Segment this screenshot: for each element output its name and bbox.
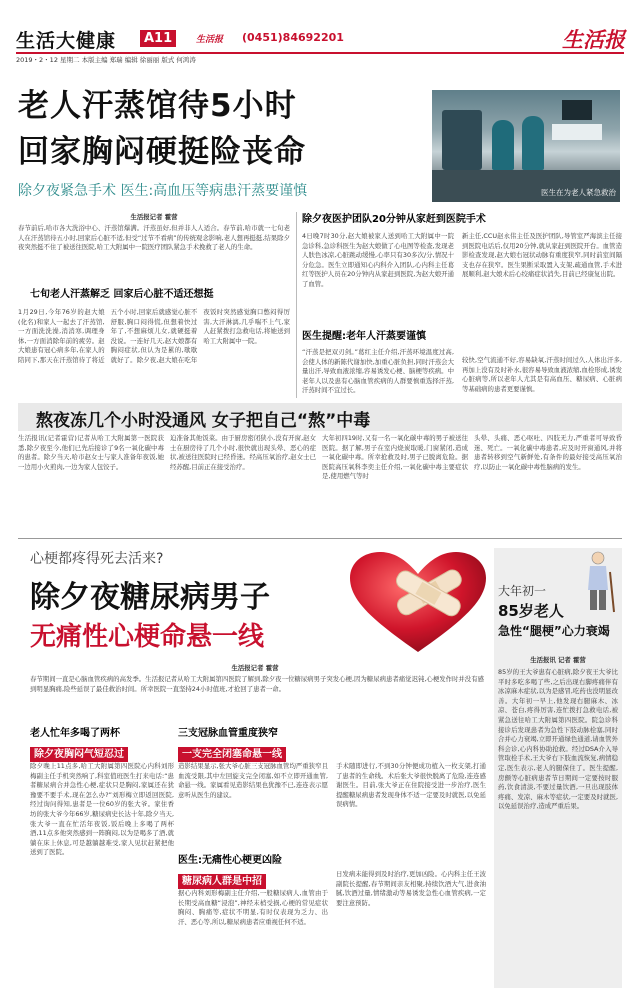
column-divider xyxy=(296,212,297,398)
story3-subheading-2b: 一支完全闭塞命悬一线 xyxy=(178,742,286,762)
story3-body-2: 造影结果显示,张大爷心脏三支冠脉血管均严重狭窄且血流受限,其中左回旋支完全闭塞,如不立即开通血管,命悬一线。家属看见造影结果也犹豫不已,连连表示愿意听从医生的建议。 xyxy=(178,762,328,799)
story3-headline-line2: 无痛性心梗命悬一线 xyxy=(30,622,265,652)
section-rule xyxy=(18,538,622,539)
story1-body-5: 新主任,CCU赵永伟主任及医护团队,导管室严海滨主任接到医院电话后,仅用20分钟,就从家赶到医院开台。血管造影检查发现,赵大娘右冠状动脉有重度狭窄,同时前室间隔支也存在狭窄。医生果断采取置入支架,疏通血管,手术进展顺利,赵大娘术后心绞痛症状消失,目前已经康复出院。 xyxy=(462,232,622,279)
story1-headline-line1: 老人汗蒸馆待5小时 xyxy=(18,88,297,124)
page-number: A11 xyxy=(140,30,176,47)
story4-body: 85岁的王大爷患有心脏病,除夕夜王大爷比平时多吃多喝了些,之后出现右脚疼痛伴有冰凉麻木症状,以为是感冒,吃药也没明显改善。大年初一早上,他发现右腿麻木、冰凉、苍白,疼得厉害,连忙拨打急救电话,被紧急送往哈工大附属第四医院。院急诊科接诊后发现患者为急性下肢动脉栓塞,同时合并心力衰竭,立即开通绿色通道,请血管外科会诊,心内科协助抢救。经过DSA介入导管取栓手术,王大爷右下肢血流恢复,病情稳定,医生表示,老人的腿保住了。医生提醒,房颤等心脏病患者节日期间一定要按时服药,饮食清淡,不要过量饮酒,一旦出现肢体疼痛、发凉、麻木等症状,一定要及时就医,以免延误治疗,造成严重后果。 xyxy=(498,668,618,811)
story4-headline-line1: 85岁老人 xyxy=(498,602,564,620)
story4-kicker: 大年初一 xyxy=(498,584,547,598)
story3-subheading-3a: 医生:无痛性心梗更凶险 xyxy=(178,855,282,866)
header-rule xyxy=(16,52,624,54)
issue-meta: 2019・2・12 星期二 本版主编 郑瑞 编辑 徐丽丽 版式 何鸿涛 xyxy=(16,56,196,64)
story2-headline: 熬夜冻几个小时没通风 女子把自己“熬”中毒 xyxy=(36,411,371,431)
story3-subheading-3b: 糖尿病人群是中招 xyxy=(178,869,266,889)
story2-col1: 生活报讯(记者霍营)记者从哈工大附属第一医院获悉,除夕夜至今,他们已先后接诊了9名一氧化碳中毒的患者。除夕当天,哈市赵女士与家人准备年夜饭,她一边用小火煎肉,一边为家人包饺子。 xyxy=(18,434,164,471)
hotline-phone: (0451)84692201 xyxy=(242,31,344,44)
story1-body-2: 4日晚7时30分,赵大娘被家人送到哈工大附属中一院急诊科,急诊科医生为赵大娘做了心电图等检查,发现老人肤色冰凉,心脏跳动缓慢,心率只有30多次/分,情况十分危急。医生立即通知心内科介入团队,心内科主任葛红等医护人员在20分钟内从家赶到医院,为赵大娘开通了血管。 xyxy=(302,232,454,288)
story3-body-3: 据心内科刘形梅副主任介绍,一般糖尿病人,血管由于长期受高血糖“浸泡”,神经末梢受损,心梗的常见症状胸闷、胸痛等,症状不明显,有时仅表现为乏力、出汗、恶心等,所以,糖尿病患者应重视任何不适。 xyxy=(178,889,328,926)
story1-photo xyxy=(432,90,620,202)
story3-intro: 春节期间一直是心脑血管疾病的高发季。生活报记者从哈工大附属第四医院了解到,除夕夜一位糖尿病男子突发心梗,因为糖尿病患者痛觉迟钝,心梗发作时并没有感到明显胸痛,险些延误了最佳救治时间。所幸医院一直坚持24小时值班,才抢回了患者一命。 xyxy=(30,675,484,693)
story3-body-5: 日发病未能得到及时治疗,更加凶险。心内科主任王波副院长提醒,春节期间亲友相聚,持续饮酒大气,进食油腻,饮酒过量,情绪激动等易诱发急性心血管疾病,一定要注意预防。 xyxy=(336,870,486,907)
story3-subheading-1b: 除夕夜胸闷气短忍过 xyxy=(30,742,128,762)
story1-byline: 生活报记者 霍营 xyxy=(130,213,178,221)
story2-col3: 大年初四19时,又有一名一氧化碳中毒的男子被送往医院。据了解,男子在室内烧炭取暖,门窗紧闭,造成一氧化碳中毒。所幸抢救及时,男子已脱离危险。据医院高压氧科李奕主任介绍,一氧化碳中毒主要症状是,使用燃气等时 xyxy=(322,434,468,481)
story3-body-1: 除夕晚上11点多,哈工大附属第四医院心内科刘形梅副主任手机突然响了,科室值班医生打来电话:“患者糖尿病合并急性心梗,症状只是胸闷,家属还在犹豫要不要手术,现在怎么办?”刘形梅立即返回医院,经过询问得知,患者是一位60岁的张大爷。家住香坊的张大爷今年66岁,糖尿病史长达十年,除夕当天,张大爷一直在忙活年夜饭,饭后晚上多喝了两杯酒,11点多他突然感到一阵胸闷,以为是喝多了酒,就躺在床上休息,可是越躺越难受,家人见状赶紧把他送到了医院。 xyxy=(30,762,174,857)
heart-bandage-illustration xyxy=(342,548,494,658)
story1-body-6: 较快,空气流通不好,容易缺氧,汗蒸时间过久,人体出汗多,再加上没有及时补水,很容易导致血液浓缩,血栓形成,诱发心脏病等,所以老年人尤其是有高血压、糖尿病、心脏病等基础病的患者更要谨慎。 xyxy=(462,356,622,393)
story1-subheading-3: 医生提醒:老年人汗蒸要谨慎 xyxy=(302,331,426,342)
story1-photo-caption: 医生在为老人紧急救治 xyxy=(541,188,616,197)
elderly-person-illustration xyxy=(580,550,620,614)
masthead-logo: 生活报 xyxy=(562,27,625,52)
story3-kicker: 心梗都疼得死去活来? xyxy=(30,551,164,567)
page-header xyxy=(0,0,640,62)
story1-subheading-2: 除夕夜医护团队20分钟从家赶到医院手术 xyxy=(302,214,486,225)
story2-col4: 头晕、头痛、恶心呕吐、四肢无力,严重者可导致昏迷、死亡。一氧化碳中毒患者,应及时开窗通风,并将患者转移到空气新鲜处,有条件的最好接受高压氧治疗,以防止一氧化碳中毒性脑病的发生。 xyxy=(474,434,622,471)
section-title: 生活大健康 xyxy=(16,30,117,52)
story1-subhead: 除夕夜紧急手术 医生:高血压等病患汗蒸要谨慎 xyxy=(18,183,308,199)
paper-logo-small: 生活报 xyxy=(196,35,224,45)
story3-subheading-2a: 三支冠脉血管重度狭窄 xyxy=(178,728,278,739)
story1-subheading-1: 七旬老人汗蒸解乏 回家后心脏不适还想挺 xyxy=(30,289,214,300)
story1-body-1: 1月29日,今年76岁的赵大娘(化名)和家人一起去了汗蒸馆,一方面洗洗澡,消消寒,调理身体,一方面消除年前的疲劳。赵大娘患有冠心病多年,在家人的陪同下,那天在汗蒸馆待了将近五个小时,回家后就感觉心脏不舒服,胸口闷得慌,但想着快过年了,不想麻烦儿女,就硬挺着没说。一连好几天,赵大娘都有胸闷症状,但认为是累的,歇歇就好了。除夕夜,赵大娘在吃年夜饭时突然感觉胸口憋闷得厉害,大汗淋漓,几乎喘不上气,家人赶紧拨打急救电话,将她送到哈工大附属中一院。 xyxy=(18,308,290,364)
story2-col2: 迫准备其他饭菜。由于厨房密闭狭小,没有开窗,赵女士在厨房待了几个小时,很快就出现头晕、恶心的症状,被送往医院时已经昏迷。经高压氧治疗,赵女士已经苏醒,目前正在接受治疗。 xyxy=(170,434,316,471)
story1-headline-line2: 回家胸闷硬挺险丧命 xyxy=(18,134,306,170)
story3-body-4: 手术随即进行,不到30分钟便成功植入一枚支架,打通了患者的生命线。术后张大爷很快脱离了危险,连连感谢医生。目前,张大爷正在住院接受进一步治疗,医生提醒糖尿病患者发现身体不适一定要及时就医,以免延误病情。 xyxy=(336,762,486,809)
story3-subheading-1a: 老人忙年多喝了两杯 xyxy=(30,728,120,739)
story3-headline-line1: 除夕夜糖尿病男子 xyxy=(30,580,270,615)
story1-intro: 春节前后,哈市各大洗浴中心、汗蒸馆爆满。汗蒸虽好,但并非人人适合。春节前,哈市就一七旬老人在汗蒸馆待五小时,回家后心脏不适,但受“过节不看病”的传统观念影响,老人想再挺挺,结果除夕夜突然挺不住了被送往医院,哈工大附属中一院医疗团队紧急手术挽救了老人的生命。 xyxy=(18,224,290,252)
story4-byline: 生活报讯 记者 霍营 xyxy=(530,656,586,664)
story1-body-3: “汗蒸是把双刃剑。”葛红主任介绍,汗蒸环境温度过高,会使人体的新陈代谢加快,加重心脏负担,同时汗蒸会大量出汗,导致血液浓缩,容易诱发心梗、脑梗等疾病。中老年人以及患有心脑血管疾病的人群要慎重选择汗蒸,汗蒸时间不宜过长。 xyxy=(302,348,454,395)
story3-byline: 生活报记者 霍营 xyxy=(231,664,279,672)
story4-headline-line2: 急性“腿梗”心力衰竭 xyxy=(498,624,610,638)
